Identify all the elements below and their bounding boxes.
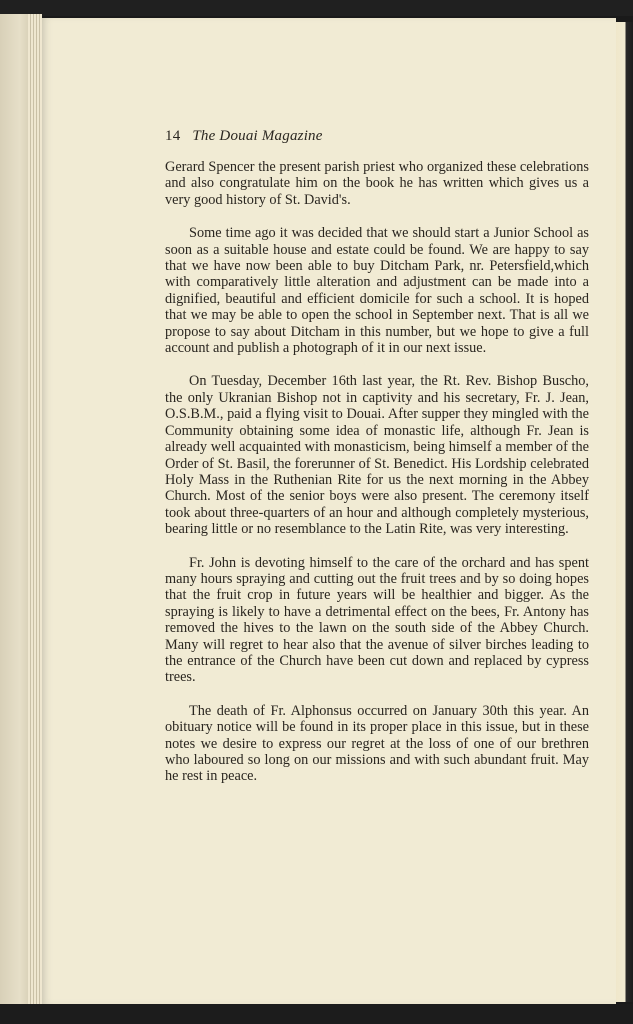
paragraph-junior-school: Some time ago it was decided that we should start a Junior School as soon as a suitable house and estate could be found. We are happy to say that we have now been able to buy Ditcham Park, nr. Petersfield,which with comparatively little alteration and adjustment can be made into a dignified, beautiful and efficient domicile for such a school. It is hoped that we may be able to open the school in September next. That is all we propose to say about Ditcham in this number, but we hope to give a full account and publish a photograph of it in our next issue. (165, 225, 589, 357)
page-content (165, 127, 589, 802)
page-edges (28, 14, 42, 1006)
paragraph-obituary: The death of Fr. Alphonsus occurred on January 30th this year. An obituary notice will be found in its proper place in this issue, but in these notes we desire to express our regret at the loss of one of our brethren who laboured so long on our missions and with such abundant fruit. May he rest in peace. (165, 702, 589, 785)
paragraph-orchard: Fr. John is devoting himself to the care of the orchard and has spent many hours spraying and cutting out the fruit trees and by so doing hopes that the fruit crop in future years will be healthier and bigger. As the spraying is likely to have a detrimental effect on the bees, Fr. Antony has removed the hives to the lawn on the south side of the Abbey Church. Many will regret to hear also that the avenue of silver birches leading to the entrance of the Church have been cut down and replaced by cypress trees. (165, 554, 589, 686)
magazine-title: The Douai Magazine (192, 128, 323, 144)
scan-border-top (0, 0, 633, 16)
paragraph-parish-priest: Gerard Spencer the present parish priest who organized these celebrations and also congratulate him on the book he has written which gives us a very good history of St. David's. (165, 159, 589, 208)
page-number: 14 (165, 128, 181, 144)
paragraph-bishop-visit: On Tuesday, December 16th last year, the Rt. Rev. Bishop Buscho, the only Ukranian Bishop not in captivity and his secretary, Fr. J. Jean, O.S.B.M., paid a flying visit to Douai. After supper they mingled with the Community obtaining some idea of monastic life, although Fr. Jean is already well acquainted with monasticism, being himself a member of the Order of St. Basil, the forerunner of St. Benedict. His Lordship celebrated Holy Mass in the Ruthenian Rite for us the next morning in the Abbey Church. Most of the senior boys were also present. The ceremony itself took about three-quarters of an hour and although completely mysterious, bearing little or no resemblance to the Latin Rite, was very interesting. (165, 373, 589, 538)
scan-border-bottom (0, 1004, 633, 1024)
page-right-edge (614, 22, 633, 1002)
running-header (165, 127, 589, 145)
